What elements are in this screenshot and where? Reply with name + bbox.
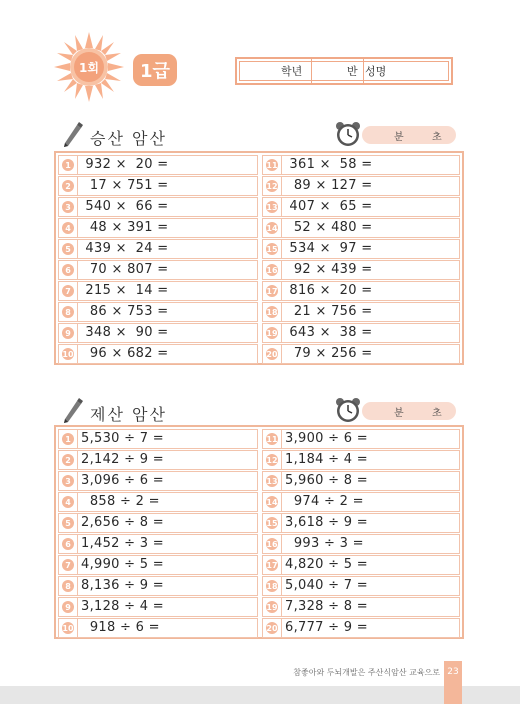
problem-number <box>263 430 282 448</box>
problem-expression: 1,452 ÷ 3 = <box>81 536 164 551</box>
problem-expression: 439 × 24 = <box>81 241 169 256</box>
problem-number-label: 16 <box>266 539 278 549</box>
problem-number <box>59 577 78 595</box>
problem-number <box>263 219 282 237</box>
problem-expression: 1,184 ÷ 4 = <box>285 452 368 467</box>
problem-expression: 348 × 90 = <box>81 325 169 340</box>
problem-expression: 5,040 ÷ 7 = <box>285 578 368 593</box>
problem-number-label: 1 <box>62 159 74 171</box>
problem-row <box>262 471 460 491</box>
page-number: 23 <box>444 661 462 704</box>
problem-number-label: 17 <box>266 286 278 296</box>
problem-number <box>263 345 282 363</box>
problem-number-label: 2 <box>62 454 74 466</box>
problem-number-label: 4 <box>62 496 74 508</box>
problem-expression: 3,096 ÷ 6 = <box>81 473 164 488</box>
problem-row <box>262 513 460 533</box>
problem-row <box>58 344 258 364</box>
problem-row <box>58 323 258 343</box>
problem-expression: 816 × 20 = <box>285 283 373 298</box>
problem-number <box>263 556 282 574</box>
session-label: 1회 <box>79 60 99 75</box>
problem-expression: 6,777 ÷ 9 = <box>285 620 368 635</box>
problem-number <box>263 598 282 616</box>
problem-expression: 2,142 ÷ 9 = <box>81 452 164 467</box>
problem-number-label: 11 <box>266 434 278 444</box>
problem-number <box>263 156 282 174</box>
problem-row <box>262 618 460 638</box>
problem-row <box>58 597 258 617</box>
problem-number-label: 3 <box>62 201 74 213</box>
problem-row <box>262 197 460 217</box>
problem-number <box>263 472 282 490</box>
problem-row <box>58 450 258 470</box>
problem-number <box>59 282 78 300</box>
name-label: 성명 <box>365 65 387 78</box>
problem-number <box>263 261 282 279</box>
sun-badge <box>52 30 126 104</box>
problem-number <box>263 619 282 637</box>
problem-expression: 89 × 127 = <box>285 178 373 193</box>
problem-number <box>263 240 282 258</box>
problem-row <box>58 302 258 322</box>
problem-row <box>58 239 258 259</box>
problem-row <box>58 618 258 638</box>
problem-expression: 4,820 ÷ 5 = <box>285 557 368 572</box>
section-title: 제산 암산 <box>90 405 167 424</box>
problem-number <box>263 577 282 595</box>
problem-row <box>262 597 460 617</box>
problem-number-label: 14 <box>266 497 278 507</box>
problem-row <box>262 281 460 301</box>
problem-number-label: 3 <box>62 475 74 487</box>
problem-expression: 2,656 ÷ 8 = <box>81 515 164 530</box>
minutes-label: 분 <box>394 408 404 419</box>
pencil-icon <box>62 398 84 424</box>
problem-row <box>58 576 258 596</box>
problem-row <box>58 513 258 533</box>
problem-number-label: 6 <box>62 264 74 276</box>
problem-number-label: 1 <box>62 433 74 445</box>
problem-number-label: 8 <box>62 306 74 318</box>
problem-number-label: 5 <box>62 243 74 255</box>
seconds-label: 초 <box>432 408 442 419</box>
clock-icon <box>334 396 362 424</box>
problem-row <box>58 471 258 491</box>
problem-number <box>263 198 282 216</box>
problem-expression: 974 ÷ 2 = <box>285 494 364 509</box>
problem-row <box>58 197 258 217</box>
problem-expression: 534 × 97 = <box>285 241 373 256</box>
problem-expression: 86 × 753 = <box>81 304 169 319</box>
problem-row <box>262 576 460 596</box>
problem-number <box>59 472 78 490</box>
footer-text: 참좋아와 두뇌개발은 주산식암산 교육으로 <box>293 668 440 677</box>
problem-expression: 70 × 807 = <box>81 262 169 277</box>
problem-expression: 932 × 20 = <box>81 157 169 172</box>
problem-number <box>59 535 78 553</box>
division-header <box>62 398 462 428</box>
problem-number-label: 7 <box>62 285 74 297</box>
problem-expression: 7,328 ÷ 8 = <box>285 599 368 614</box>
problem-row <box>58 155 258 175</box>
problem-row <box>262 323 460 343</box>
problem-expression: 215 × 14 = <box>81 283 169 298</box>
timer-field <box>362 126 456 144</box>
problem-row <box>262 555 460 575</box>
problem-row <box>262 260 460 280</box>
problem-row <box>58 555 258 575</box>
problem-number <box>263 493 282 511</box>
problem-number <box>59 324 78 342</box>
problem-expression: 52 × 480 = <box>285 220 373 235</box>
problem-row <box>262 155 460 175</box>
problem-row <box>262 176 460 196</box>
problem-number <box>59 451 78 469</box>
problem-row <box>58 429 258 449</box>
problem-expression: 5,960 ÷ 8 = <box>285 473 368 488</box>
problem-number-label: 19 <box>266 328 278 338</box>
problem-number-label: 7 <box>62 559 74 571</box>
problem-expression: 993 ÷ 3 = <box>285 536 364 551</box>
problem-expression: 858 ÷ 2 = <box>81 494 160 509</box>
problem-number-label: 20 <box>266 623 278 633</box>
problem-expression: 918 ÷ 6 = <box>81 620 160 635</box>
problem-row <box>262 218 460 238</box>
problem-row <box>262 239 460 259</box>
problem-row <box>262 344 460 364</box>
problem-row <box>58 492 258 512</box>
problem-expression: 96 × 682 = <box>81 346 169 361</box>
problem-number <box>263 177 282 195</box>
problem-expression: 5,530 ÷ 7 = <box>81 431 164 446</box>
problem-expression: 643 × 38 = <box>285 325 373 340</box>
problem-number-label: 18 <box>266 581 278 591</box>
school-year-label: 학년 <box>281 65 303 78</box>
problem-row <box>262 534 460 554</box>
problem-number-label: 6 <box>62 538 74 550</box>
problem-number-label: 19 <box>266 602 278 612</box>
problem-number <box>59 556 78 574</box>
timer-field <box>362 402 456 420</box>
minutes-label: 분 <box>394 132 404 143</box>
problem-expression: 3,900 ÷ 6 = <box>285 431 368 446</box>
problem-number-label: 8 <box>62 580 74 592</box>
problem-number <box>59 219 78 237</box>
problem-number-label: 13 <box>266 476 278 486</box>
problem-number-label: 5 <box>62 517 74 529</box>
problem-number <box>263 535 282 553</box>
problem-number-label: 15 <box>266 244 278 254</box>
problem-expression: 361 × 58 = <box>285 157 373 172</box>
problem-expression: 79 × 256 = <box>285 346 373 361</box>
problem-expression: 407 × 65 = <box>285 199 373 214</box>
student-info-box <box>235 57 453 85</box>
problem-number-label: 17 <box>266 560 278 570</box>
problem-number <box>59 198 78 216</box>
problem-number <box>59 514 78 532</box>
problem-row <box>58 281 258 301</box>
problem-number <box>59 177 78 195</box>
problem-number <box>263 451 282 469</box>
problem-row <box>58 176 258 196</box>
problem-row <box>262 492 460 512</box>
problem-number-label: 13 <box>266 202 278 212</box>
problem-number-label: 20 <box>266 349 278 359</box>
multiplication-header <box>62 122 462 152</box>
problem-number <box>59 430 78 448</box>
problem-number <box>59 303 78 321</box>
multiplication-table <box>54 151 464 365</box>
problem-expression: 8,136 ÷ 9 = <box>81 578 164 593</box>
problem-number <box>263 282 282 300</box>
problem-number-label: 9 <box>62 601 74 613</box>
problem-row <box>58 534 258 554</box>
problem-number <box>59 345 78 363</box>
problem-row <box>58 218 258 238</box>
problem-number-label: 14 <box>266 223 278 233</box>
problem-number <box>59 598 78 616</box>
problem-expression: 4,990 ÷ 5 = <box>81 557 164 572</box>
problem-number-label: 2 <box>62 180 74 192</box>
problem-expression: 3,618 ÷ 9 = <box>285 515 368 530</box>
problem-number-label: 11 <box>266 160 278 170</box>
problem-number <box>59 240 78 258</box>
problem-row <box>262 450 460 470</box>
problem-row <box>262 302 460 322</box>
problem-number <box>59 493 78 511</box>
grade-badge: 1급 <box>133 54 177 86</box>
seconds-label: 초 <box>432 132 442 143</box>
problem-expression: 17 × 751 = <box>81 178 169 193</box>
clock-icon <box>334 120 362 148</box>
pencil-icon <box>62 122 84 148</box>
problem-number-label: 9 <box>62 327 74 339</box>
problem-number-label: 15 <box>266 518 278 528</box>
problem-row <box>262 429 460 449</box>
problem-number <box>263 514 282 532</box>
problem-number <box>263 303 282 321</box>
problem-expression: 3,128 ÷ 4 = <box>81 599 164 614</box>
problem-number-label: 16 <box>266 265 278 275</box>
problem-number-label: 10 <box>62 349 74 359</box>
problem-expression: 540 × 66 = <box>81 199 169 214</box>
problem-number-label: 4 <box>62 222 74 234</box>
problem-number <box>59 261 78 279</box>
problem-number-label: 12 <box>266 181 278 191</box>
problem-number <box>59 619 78 637</box>
problem-expression: 48 × 391 = <box>81 220 169 235</box>
section-title: 승산 암산 <box>90 129 167 148</box>
problem-number-label: 10 <box>62 623 74 633</box>
problem-row <box>58 260 258 280</box>
problem-expression: 92 × 439 = <box>285 262 373 277</box>
problem-number-label: 12 <box>266 455 278 465</box>
class-label: 반 <box>347 65 358 78</box>
problem-expression: 21 × 756 = <box>285 304 373 319</box>
problem-number <box>59 156 78 174</box>
problem-number <box>263 324 282 342</box>
division-table <box>54 425 464 639</box>
problem-number-label: 18 <box>266 307 278 317</box>
footer-bar <box>0 686 520 704</box>
